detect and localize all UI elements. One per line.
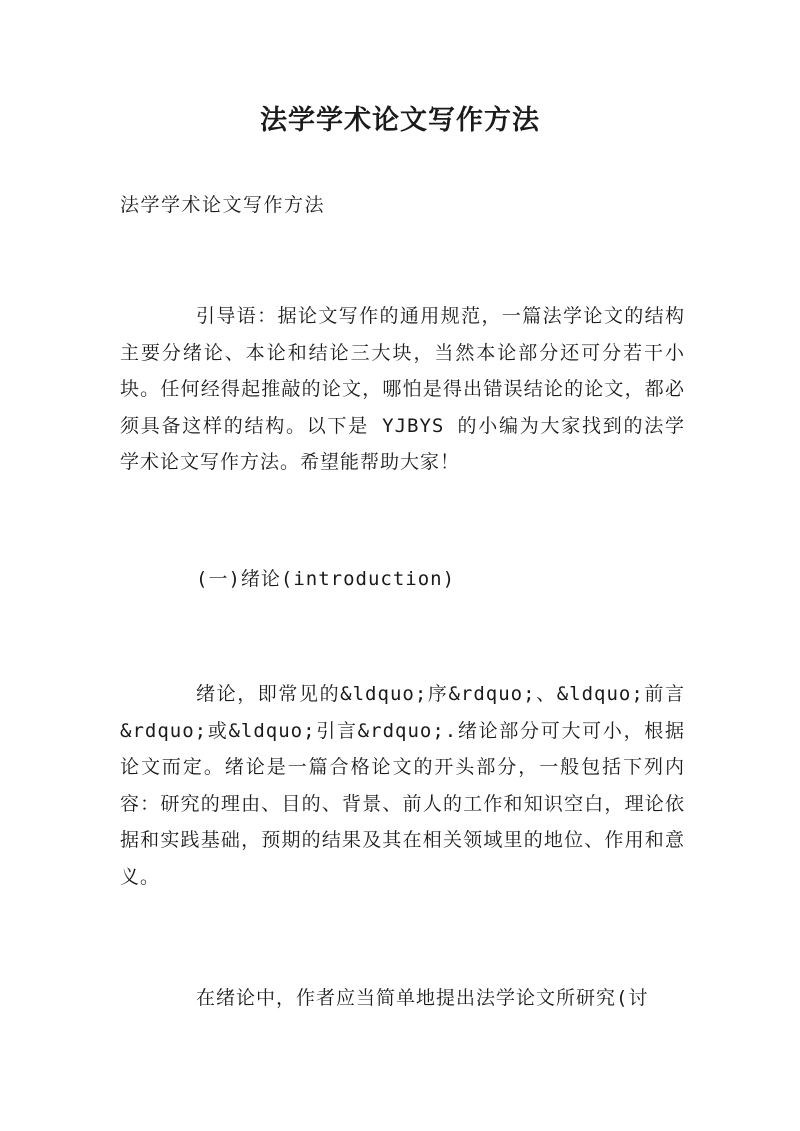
introduction-paragraph: 绪论，即常见的&ldquo;序&rdquo;、&ldquo;前言&rdquo;或&ldquo;引言&rdquo;.绪论部分可大可小，根据论文而定。绪论是一篇合格论文的开头部分，一般包括下列内容：研究的理由、目的、背景、前人的工作和知识空白，理论依据和实践基础，预期的结果及其在相关领域里的地位、作用和意义。 xyxy=(120,683,685,888)
document-title: 法学学术论文写作方法 xyxy=(260,105,540,136)
intro-paragraph: 引导语：据论文写作的通用规范，一篇法学论文的结构主要分绪论、本论和结论三大块，当然本论部分还可分若干小块。任何经得起推敲的论文，哪怕是得出错误结论的论文，都必须具备这样的结构。以下是 YJBYS 的小编为大家找到的法学学术论文写作方法。希望能帮助大家！ xyxy=(120,305,685,473)
introduction-continued-paragraph: 在绪论中，作者应当简单地提出法学论文所研究(讨 xyxy=(196,987,649,1009)
section-heading-introduction: (一)绪论(introduction) xyxy=(196,568,456,590)
document-subtitle: 法学学术论文写作方法 xyxy=(120,194,326,216)
